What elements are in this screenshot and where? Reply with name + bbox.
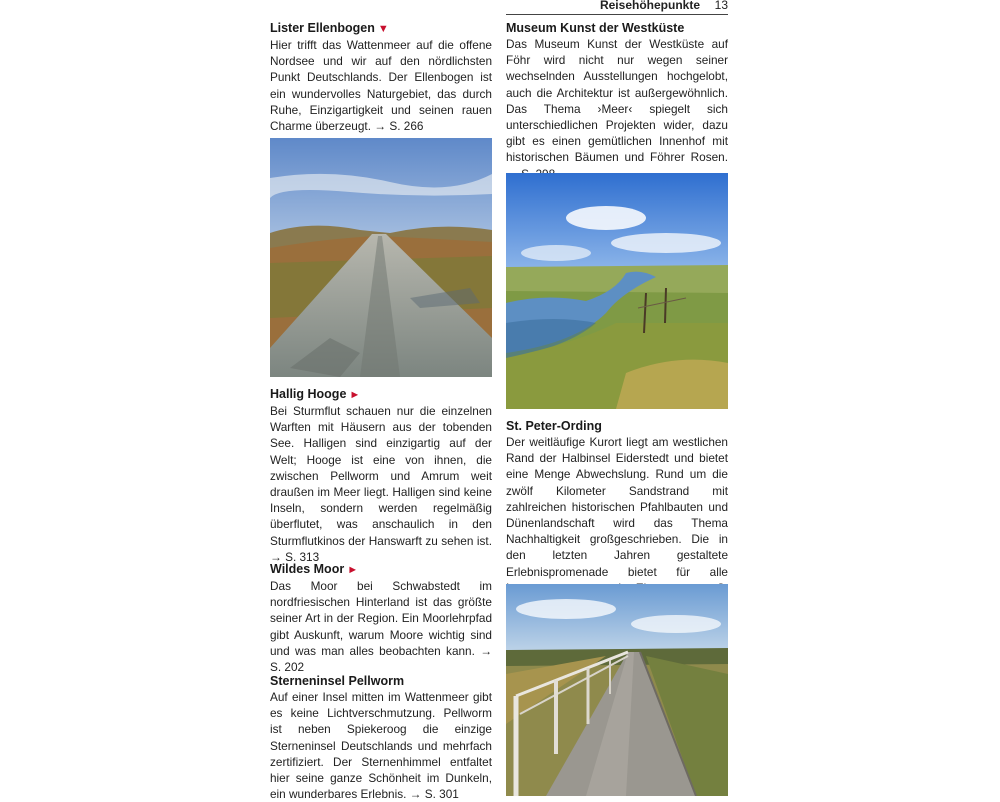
entry-sterneninsel-pellworm — [270, 673, 492, 802]
entry-title-text: St. Peter-Ording — [506, 419, 602, 433]
entry-hallig-hooge — [270, 386, 492, 565]
entry-title — [506, 418, 728, 434]
entry-title-text: Sterneninsel Pellworm — [270, 674, 405, 688]
entry-body: Auf einer Insel mitten im Wattenmeer gibt es keine Lichtverschmutzung. Pellworm ist neben Spiekeroog die einzige Sterneninsel Deutschlands und mehrfach zertifiziert. Der Sternenhimmel entfaltet hier seine ganze Schönheit im Dunkeln, ein wunderbares Erlebnis. → S. 301 — [270, 690, 492, 802]
running-header — [506, 0, 728, 15]
entry-body: Bei Sturmflut schauen nur die einzelnen Warften mit Häusern aus der tobenden See. Halligen sind einzigartig auf der Welt; Hooge ist eine von ihnen, die zwischen Pellworm und Amrum weit draußen im Meer liegt. Halligen sind keine Inseln, sondern werden regelmäßig überflutet, was anschaulich in den Sturmflutkinos der Hanswarft zu sehen ist. → S. 313 — [270, 404, 492, 564]
entry-title — [270, 673, 492, 689]
entry-title-text: Lister Ellenbogen — [270, 21, 375, 35]
entry-title — [270, 20, 492, 37]
page-number: 13 — [714, 0, 728, 12]
photo-boardwalk — [506, 584, 728, 796]
entry-museum-kunst-westkueste — [506, 20, 728, 182]
entry-body: Hier trifft das Wattenmeer auf die offene Nordsee und wir auf den nördlichsten Punkt Deutschlands. Der Ellenbogen ist ein wundervolles Naturgebiet, das durch Ruhe, Einzigartigkeit und seinen rauen Charme überzeugt. → S. 266 — [270, 38, 492, 134]
entry-title-text: Hallig Hooge — [270, 387, 347, 401]
entry-title — [270, 386, 492, 403]
entry-lister-ellenbogen — [270, 20, 492, 134]
photo-dune-road — [270, 138, 492, 377]
entry-body: Das Moor bei Schwabstedt im nordfriesischen Hinterland ist das größte seiner Art in der Region. Ein Moorlehrpfad gibt Auskunft, warum Moore wichtig sind und was man alles beobachten kann. → S. 202 — [270, 579, 492, 675]
entry-wildes-moor — [270, 561, 492, 675]
section-title: Reisehöhepunkte — [599, 0, 700, 12]
entry-body: Der weitläufige Kurort liegt am westlichen Rand der Halbinsel Eiderstedt und bietet eine Menge Abwechslung. Rund um die zwölf Kilometer Sandstrand mit zahlreichen historischen Pfahlbauten und Dünenlandschaft wird das Thema Nachhaltigkeit großgeschrieben. Die in den letzten Jahren gestaltete Erlebnispromenade bietet für alle — [506, 435, 728, 579]
red-arrow-right-icon: ► — [347, 564, 359, 576]
red-arrow-right-icon: ► — [349, 389, 361, 401]
entry-title-text: Wildes Moor — [270, 562, 345, 576]
red-arrow-down-icon: ▼ — [377, 23, 389, 35]
entry-body: Das Museum Kunst der Westküste auf Föhr wird nicht nur wegen seiner wechselnden Ausstellungen hochgelobt, auch die Architektur ist außergewöhnlich. Das Thema ›Meer‹ spiegelt sich unterschiedlichen Projekten wider, dazu gibt es einen gemütlichen Innenhof mit historischen Bäumen und Föhrer Rosen. — [506, 37, 728, 165]
entry-title — [506, 20, 728, 36]
photo-salt-marsh-creek — [506, 173, 728, 409]
entry-title-text: Museum Kunst der Westküste — [506, 21, 685, 35]
entry-title — [270, 561, 492, 578]
